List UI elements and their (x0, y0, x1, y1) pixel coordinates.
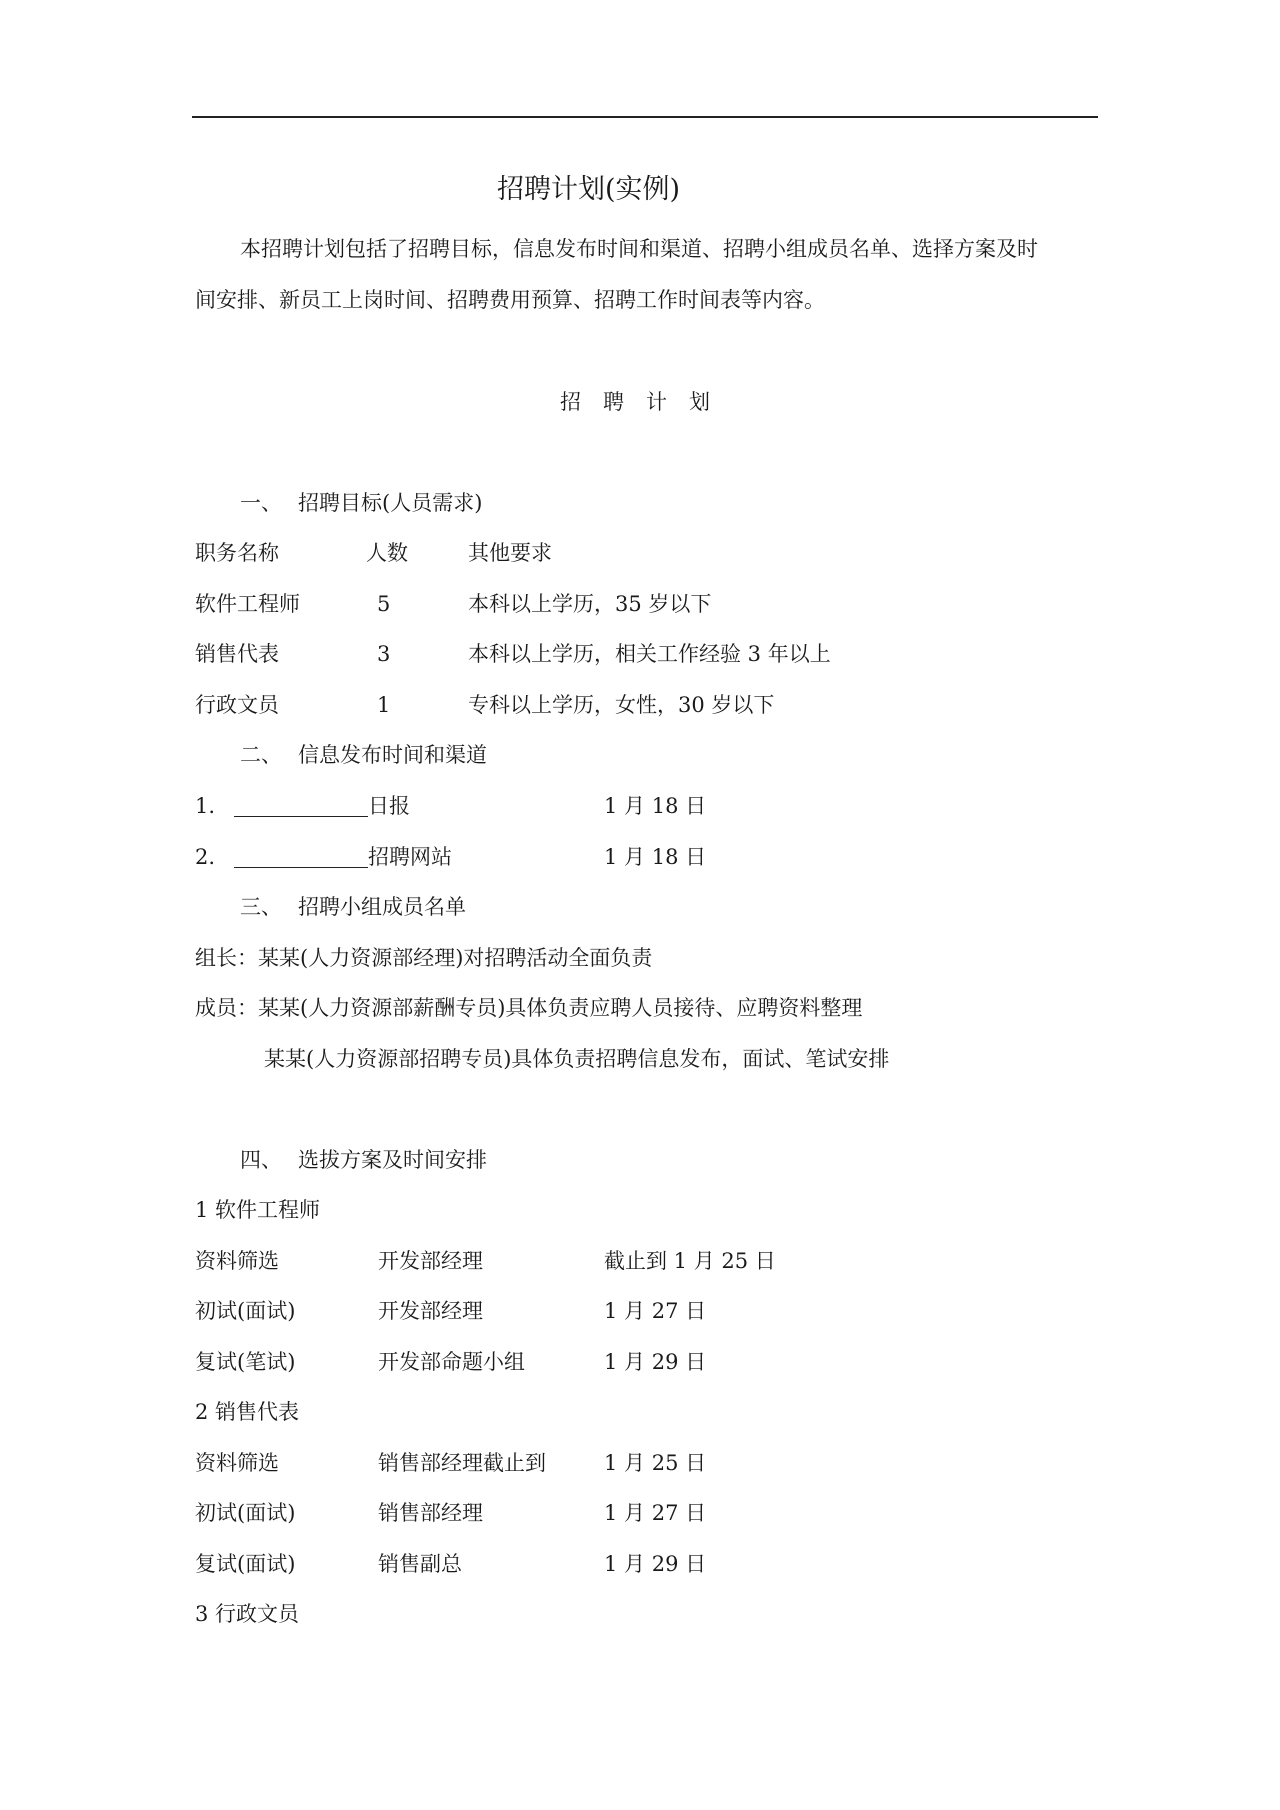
section1-number: 一、 (240, 491, 282, 515)
intro-line-2: 间安排、新员工上岗时间、招聘费用预算、招聘工作时间表等内容。 (195, 288, 825, 312)
table-header-count: 人数 (366, 541, 408, 565)
table-row-count: 5 (377, 592, 391, 616)
team-member: 成员：某某(人力资源部薪酬专员)具体负责应聘人员接待、应聘资料整理 (195, 996, 863, 1020)
table-row-position: 行政文员 (195, 693, 279, 717)
section2-heading: 信息发布时间和渠道 (298, 743, 487, 767)
selection-date: 1 月 29 日 (604, 1552, 707, 1576)
section4-heading: 选拔方案及时间安排 (298, 1148, 487, 1172)
channel-date: 1 月 18 日 (604, 845, 707, 869)
table-row-position: 销售代表 (195, 642, 279, 666)
table-row-requirements: 本科以上学历，35 岁以下 (468, 592, 712, 616)
selection-date: 1 月 29 日 (604, 1350, 707, 1374)
plan-subtitle: 招聘计划 (560, 390, 732, 414)
blank-underline (234, 867, 368, 868)
selection-owner: 开发部经理 (378, 1249, 483, 1273)
table-row-count: 1 (377, 693, 391, 717)
intro-line-1: 本招聘计划包括了招聘目标，信息发布时间和渠道、招聘小组成员名单、选择方案及时 (240, 237, 1038, 261)
header-rule (192, 116, 1098, 118)
table-row-requirements: 专科以上学历，女性，30 岁以下 (468, 693, 775, 717)
selection-date: 1 月 27 日 (604, 1501, 707, 1525)
section3-heading: 招聘小组成员名单 (298, 895, 466, 919)
channel-number: 1. (195, 794, 216, 818)
section2-number: 二、 (240, 743, 282, 767)
selection-date: 1 月 27 日 (604, 1299, 707, 1323)
selection-date: 1 月 25 日 (604, 1451, 707, 1475)
table-row-position: 软件工程师 (195, 592, 300, 616)
section3-number: 三、 (240, 895, 282, 919)
channel-number: 2. (195, 845, 216, 869)
selection-group-title: 3 行政文员 (195, 1602, 300, 1626)
selection-owner: 销售部经理截止到 (378, 1451, 546, 1475)
table-header-requirements: 其他要求 (468, 541, 552, 565)
channel-name: 招聘网站 (368, 845, 452, 869)
selection-stage: 初试(面试) (195, 1299, 296, 1323)
section1-heading: 招聘目标(人员需求) (298, 491, 483, 515)
section4-number: 四、 (240, 1148, 282, 1172)
table-row-requirements: 本科以上学历，相关工作经验 3 年以上 (468, 642, 831, 666)
selection-stage: 复试(笔试) (195, 1350, 296, 1374)
selection-stage: 资料筛选 (195, 1249, 279, 1273)
selection-owner: 开发部经理 (378, 1299, 483, 1323)
team-leader: 组长：某某(人力资源部经理)对招聘活动全面负责 (195, 946, 653, 970)
selection-owner: 开发部命题小组 (378, 1350, 525, 1374)
selection-group-title: 2 销售代表 (195, 1400, 300, 1424)
selection-group-title: 1 软件工程师 (195, 1198, 321, 1222)
team-member: 某某(人力资源部招聘专员)具体负责招聘信息发布，面试、笔试安排 (264, 1047, 890, 1071)
selection-owner: 销售副总 (378, 1552, 462, 1576)
selection-owner: 销售部经理 (378, 1501, 483, 1525)
selection-date: 截止到 1 月 25 日 (604, 1249, 776, 1273)
selection-stage: 资料筛选 (195, 1451, 279, 1475)
document-title: 招聘计划(实例) (497, 174, 681, 205)
blank-underline (234, 816, 368, 817)
table-row-count: 3 (377, 642, 391, 666)
channel-date: 1 月 18 日 (604, 794, 707, 818)
selection-stage: 复试(面试) (195, 1552, 296, 1576)
table-header-position: 职务名称 (195, 541, 279, 565)
channel-name: 日报 (368, 794, 410, 818)
selection-stage: 初试(面试) (195, 1501, 296, 1525)
